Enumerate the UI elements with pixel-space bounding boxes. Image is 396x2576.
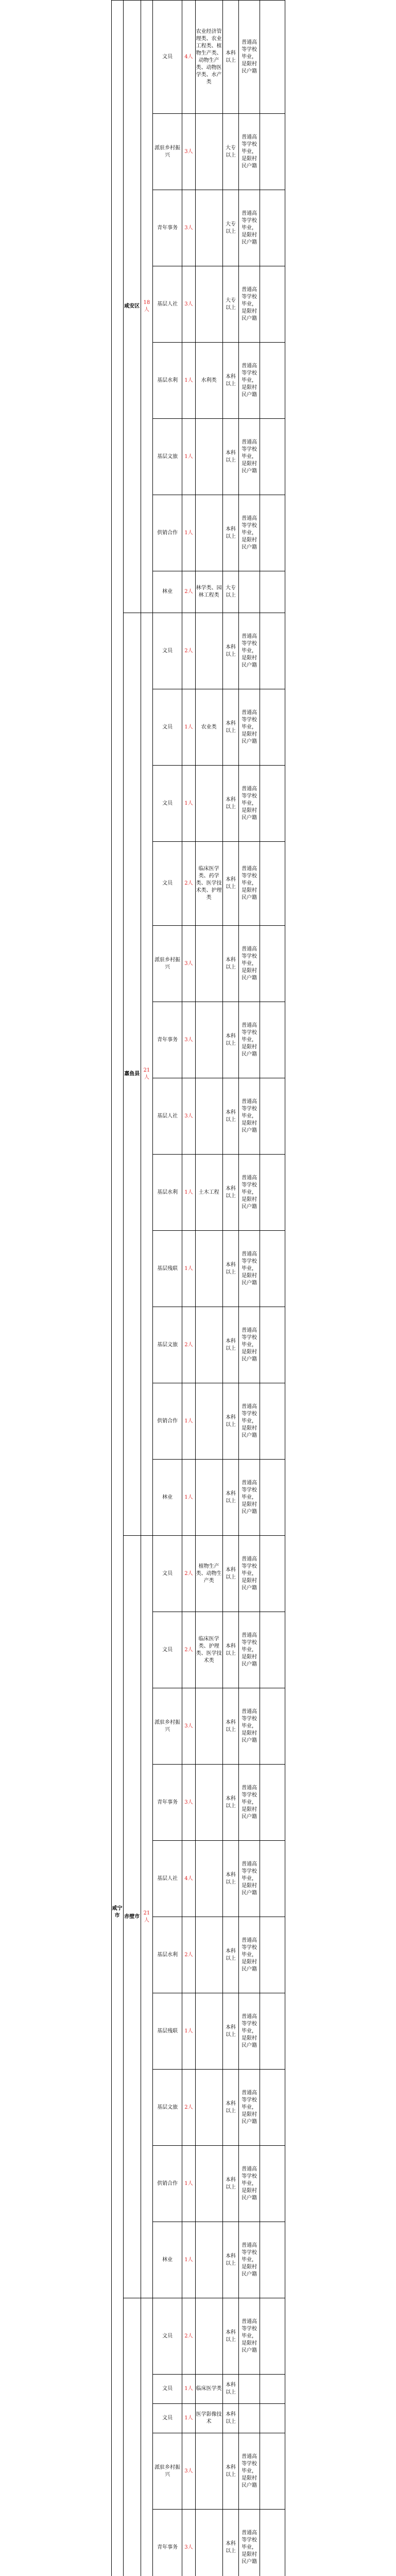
headcount: 1人 — [182, 1460, 195, 1536]
major-requirement: 农业经济管理类、农业工程类、植物生产类、动物生产类、动物医学类、水产类 — [195, 1, 222, 114]
major-requirement — [195, 1688, 222, 1765]
blank-cell — [260, 1383, 285, 1460]
education-requirement: 本科以上 — [222, 2433, 239, 2510]
other-requirement: 普通高等学校毕业，是限村民户籍 — [239, 114, 260, 190]
other-requirement: 普通高等学校毕业，是限村民户籍 — [239, 1078, 260, 1155]
job-title: 基层人社 — [153, 266, 182, 343]
major-requirement — [195, 114, 222, 190]
major-requirement — [195, 2146, 222, 2222]
headcount: 3人 — [182, 2433, 195, 2510]
major-requirement — [195, 1841, 222, 1917]
headcount: 1人 — [182, 1231, 195, 1307]
headcount: 1人 — [182, 419, 195, 495]
headcount: 2人 — [182, 1917, 195, 1993]
education-requirement: 本科以上 — [222, 1917, 239, 1993]
other-requirement: 普通高等学校毕业，是限村民户籍 — [239, 1460, 260, 1536]
education-requirement: 本科以上 — [222, 1383, 239, 1460]
other-requirement: 普通高等学校毕业，是限村民户籍 — [239, 1002, 260, 1078]
education-requirement: 本科以上 — [222, 2070, 239, 2146]
blank-cell — [260, 1612, 285, 1688]
headcount: 2人 — [182, 1612, 195, 1688]
other-requirement: 普通高等学校毕业，是限村民户籍 — [239, 2222, 260, 2298]
blank-cell — [260, 266, 285, 343]
blank-cell — [260, 1917, 285, 1993]
major-requirement — [195, 1917, 222, 1993]
blank-cell — [260, 613, 285, 689]
education-requirement: 本科以上 — [222, 343, 239, 419]
job-title: 基层文旅 — [153, 2070, 182, 2146]
education-requirement: 本科以上 — [222, 495, 239, 571]
headcount: 3人 — [182, 926, 195, 1002]
blank-cell — [260, 1002, 285, 1078]
major-requirement — [195, 266, 222, 343]
job-title: 青年事务 — [153, 1002, 182, 1078]
major-requirement — [195, 1231, 222, 1307]
major-requirement: 临床医学类、药学类、医学技术类、护理类 — [195, 842, 222, 926]
major-requirement: 临床医学类、护理类、医学技术类 — [195, 1612, 222, 1688]
headcount: 1人 — [182, 1155, 195, 1231]
other-requirement: 普通高等学校毕业，是限村民户籍 — [239, 1612, 260, 1688]
headcount: 1人 — [182, 766, 195, 842]
blank-cell — [260, 2433, 285, 2510]
major-requirement — [195, 1460, 222, 1536]
blank-cell — [260, 2510, 285, 2576]
county-total: 21人 — [141, 1536, 152, 2298]
job-title: 青年事务 — [153, 190, 182, 266]
headcount: 1人 — [182, 495, 195, 571]
headcount: 3人 — [182, 1078, 195, 1155]
blank-cell — [260, 1993, 285, 2070]
major-requirement — [195, 419, 222, 495]
other-requirement: 普通高等学校毕业，是限村民户籍 — [239, 1688, 260, 1765]
recruitment-table — [111, 0, 285, 2576]
education-requirement: 本科以上 — [222, 2298, 239, 2375]
county-name: 赤壁市 — [123, 1536, 141, 2298]
headcount: 1人 — [182, 2404, 195, 2433]
other-requirement: 普通高等学校毕业，是限村民户籍 — [239, 689, 260, 766]
blank-cell — [260, 842, 285, 926]
major-requirement: 农业类 — [195, 689, 222, 766]
other-requirement — [239, 2375, 260, 2404]
job-title: 文员 — [153, 842, 182, 926]
blank-cell — [260, 1, 285, 114]
education-requirement: 本科以上 — [222, 1612, 239, 1688]
other-requirement: 普通高等学校毕业，是限村民户籍 — [239, 266, 260, 343]
job-title: 基层残联 — [153, 1231, 182, 1307]
blank-cell — [260, 1688, 285, 1765]
major-requirement: 医学影像技术 — [195, 2404, 222, 2433]
job-title: 青年事务 — [153, 2510, 182, 2576]
education-requirement: 本科以上 — [222, 2375, 239, 2404]
major-requirement — [195, 1078, 222, 1155]
blank-cell — [260, 1231, 285, 1307]
major-requirement — [195, 2222, 222, 2298]
job-title: 文员 — [153, 1536, 182, 1612]
education-requirement: 本科以上 — [222, 2404, 239, 2433]
other-requirement: 普通高等学校毕业，是限村民户籍 — [239, 343, 260, 419]
headcount: 2人 — [182, 2070, 195, 2146]
job-title: 文员 — [153, 1612, 182, 1688]
job-title: 基层水利 — [153, 1917, 182, 1993]
blank-cell — [260, 1536, 285, 1612]
job-title: 基层人社 — [153, 1078, 182, 1155]
education-requirement: 本科以上 — [222, 613, 239, 689]
county-name: 嘉鱼县 — [123, 613, 141, 1536]
blank-cell — [260, 2298, 285, 2375]
major-requirement — [195, 2070, 222, 2146]
other-requirement: 普通高等学校毕业，是限村民户籍 — [239, 1383, 260, 1460]
education-requirement: 本科以上 — [222, 1231, 239, 1307]
education-requirement: 本科以上 — [222, 1460, 239, 1536]
job-title: 文员 — [153, 2298, 182, 2375]
major-requirement — [195, 2510, 222, 2576]
other-requirement: 普通高等学校毕业，是限村民户籍 — [239, 190, 260, 266]
education-requirement: 本科以上 — [222, 1536, 239, 1612]
blank-cell — [260, 343, 285, 419]
major-requirement — [195, 1993, 222, 2070]
job-title: 派驻乡村振兴 — [153, 2433, 182, 2510]
blank-cell — [260, 2222, 285, 2298]
major-requirement — [195, 1383, 222, 1460]
other-requirement: 普通高等学校毕业，是限村民户籍 — [239, 2070, 260, 2146]
headcount: 2人 — [182, 842, 195, 926]
major-requirement — [195, 1307, 222, 1383]
education-requirement: 本科以上 — [222, 842, 239, 926]
education-requirement: 本科以上 — [222, 1841, 239, 1917]
major-requirement — [195, 766, 222, 842]
major-requirement: 临床医学类 — [195, 2375, 222, 2404]
headcount: 1人 — [182, 343, 195, 419]
job-title: 青年事务 — [153, 1765, 182, 1841]
blank-cell — [260, 1765, 285, 1841]
blank-cell — [260, 1307, 285, 1383]
other-requirement: 普通高等学校毕业，是限村民户籍 — [239, 1536, 260, 1612]
headcount: 3人 — [182, 114, 195, 190]
education-requirement: 本科以上 — [222, 2222, 239, 2298]
job-title: 基层水利 — [153, 1155, 182, 1231]
headcount: 1人 — [182, 1993, 195, 2070]
major-requirement — [195, 2298, 222, 2375]
other-requirement: 普通高等学校毕业，是限村民户籍 — [239, 613, 260, 689]
job-title: 供销合作 — [153, 495, 182, 571]
job-title: 文员 — [153, 2375, 182, 2404]
education-requirement: 本科以上 — [222, 1993, 239, 2070]
headcount: 1人 — [182, 2375, 195, 2404]
job-title: 文员 — [153, 689, 182, 766]
major-requirement: 植物生产类、动物生产类 — [195, 1536, 222, 1612]
blank-cell — [260, 571, 285, 613]
headcount: 3人 — [182, 1002, 195, 1078]
education-requirement: 本科以上 — [222, 926, 239, 1002]
blank-cell — [260, 2375, 285, 2404]
major-requirement: 土木工程 — [195, 1155, 222, 1231]
education-requirement: 本科以上 — [222, 1155, 239, 1231]
table-row — [111, 2298, 285, 2375]
other-requirement: 普通高等学校毕业，是限村民户籍 — [239, 2510, 260, 2576]
county-total: 21人 — [141, 613, 152, 1536]
headcount: 3人 — [182, 1765, 195, 1841]
major-requirement — [195, 613, 222, 689]
other-requirement: 普通高等学校毕业，是限村民户籍 — [239, 419, 260, 495]
other-requirement: 普通高等学校毕业，是限村民户籍 — [239, 1307, 260, 1383]
education-requirement: 本科以上 — [222, 1078, 239, 1155]
other-requirement: 普通高等学校毕业，是限村民户籍 — [239, 926, 260, 1002]
job-title: 基层人社 — [153, 1841, 182, 1917]
other-requirement: 普通高等学校毕业，是限村民户籍 — [239, 1765, 260, 1841]
education-requirement: 本科以上 — [222, 689, 239, 766]
headcount: 3人 — [182, 190, 195, 266]
other-requirement: 普通高等学校毕业，是限村民户籍 — [239, 1231, 260, 1307]
job-title: 基层水利 — [153, 343, 182, 419]
education-requirement: 大专以上 — [222, 571, 239, 613]
education-requirement: 本科以上 — [222, 2510, 239, 2576]
job-title: 基层文旅 — [153, 419, 182, 495]
other-requirement: 普通高等学校毕业，是限村民户籍 — [239, 1841, 260, 1917]
headcount: 2人 — [182, 571, 195, 613]
other-requirement: 普通高等学校毕业，是限村民户籍 — [239, 1155, 260, 1231]
table-row — [111, 613, 285, 689]
other-requirement: 普通高等学校毕业，是限村民户籍 — [239, 1917, 260, 1993]
major-requirement: 林学类、园林工程类 — [195, 571, 222, 613]
job-title: 林业 — [153, 1460, 182, 1536]
other-requirement: 普通高等学校毕业，是限村民户籍 — [239, 1993, 260, 2070]
table-row — [111, 1, 285, 114]
blank-cell — [260, 1155, 285, 1231]
education-requirement: 本科以上 — [222, 766, 239, 842]
headcount: 3人 — [182, 2510, 195, 2576]
other-requirement — [239, 2404, 260, 2433]
headcount: 4人 — [182, 1841, 195, 1917]
major-requirement: 水利类 — [195, 343, 222, 419]
other-requirement: 普通高等学校毕业，是限村民户籍 — [239, 495, 260, 571]
education-requirement: 本科以上 — [222, 1002, 239, 1078]
job-title: 文员 — [153, 613, 182, 689]
blank-cell — [260, 2404, 285, 2433]
headcount: 2人 — [182, 1536, 195, 1612]
education-requirement: 大专以上 — [222, 266, 239, 343]
blank-cell — [260, 766, 285, 842]
job-title: 派驻乡村振兴 — [153, 114, 182, 190]
blank-cell — [260, 190, 285, 266]
other-requirement: 普通高等学校毕业，是限村民户籍 — [239, 1, 260, 114]
county-total — [141, 2298, 152, 2576]
other-requirement: 普通高等学校毕业，是限村民户籍 — [239, 766, 260, 842]
table-row — [111, 1536, 285, 1612]
headcount: 1人 — [182, 2222, 195, 2298]
major-requirement — [195, 1002, 222, 1078]
other-requirement: 普通高等学校毕业，是限村民户籍 — [239, 2433, 260, 2510]
other-requirement: 普通高等学校毕业，是限村民户籍 — [239, 842, 260, 926]
blank-cell — [260, 419, 285, 495]
blank-cell — [260, 689, 285, 766]
education-requirement: 本科以上 — [222, 1307, 239, 1383]
headcount: 3人 — [182, 1688, 195, 1765]
major-requirement — [195, 2433, 222, 2510]
headcount: 1人 — [182, 689, 195, 766]
job-title: 供销合作 — [153, 2146, 182, 2222]
job-title: 基层残联 — [153, 1993, 182, 2070]
blank-cell — [260, 1460, 285, 1536]
headcount: 2人 — [182, 613, 195, 689]
other-requirement — [239, 571, 260, 613]
education-requirement: 大专以上 — [222, 114, 239, 190]
major-requirement — [195, 190, 222, 266]
blank-cell — [260, 1841, 285, 1917]
major-requirement — [195, 1765, 222, 1841]
headcount: 2人 — [182, 2298, 195, 2375]
education-requirement: 本科以上 — [222, 1688, 239, 1765]
headcount: 4人 — [182, 1, 195, 114]
blank-cell — [260, 1078, 285, 1155]
blank-cell — [260, 2070, 285, 2146]
headcount: 1人 — [182, 2146, 195, 2222]
education-requirement: 本科以上 — [222, 1, 239, 114]
headcount: 1人 — [182, 1383, 195, 1460]
headcount: 2人 — [182, 1307, 195, 1383]
blank-cell — [260, 495, 285, 571]
major-requirement — [195, 495, 222, 571]
blank-cell — [260, 2146, 285, 2222]
job-title: 供销合作 — [153, 1383, 182, 1460]
job-title: 文员 — [153, 766, 182, 842]
education-requirement: 本科以上 — [222, 419, 239, 495]
county-name — [123, 2298, 141, 2576]
county-name: 咸安区 — [123, 1, 141, 613]
job-title: 文员 — [153, 2404, 182, 2433]
job-title: 派驻乡村振兴 — [153, 926, 182, 1002]
education-requirement: 本科以上 — [222, 1765, 239, 1841]
job-title: 基层文旅 — [153, 1307, 182, 1383]
job-title: 林业 — [153, 571, 182, 613]
education-requirement: 大专以上 — [222, 190, 239, 266]
major-requirement — [195, 926, 222, 1002]
blank-cell — [260, 114, 285, 190]
blank-cell — [260, 926, 285, 1002]
county-total: 18人 — [141, 1, 152, 613]
city-cell: 咸宁市 — [111, 1, 123, 2576]
job-title: 林业 — [153, 2222, 182, 2298]
other-requirement: 普通高等学校毕业，是限村民户籍 — [239, 2298, 260, 2375]
job-title: 文员 — [153, 1, 182, 114]
education-requirement: 本科以上 — [222, 2146, 239, 2222]
headcount: 3人 — [182, 266, 195, 343]
job-title: 派驻乡村振兴 — [153, 1688, 182, 1765]
other-requirement: 普通高等学校毕业，是限村民户籍 — [239, 2146, 260, 2222]
